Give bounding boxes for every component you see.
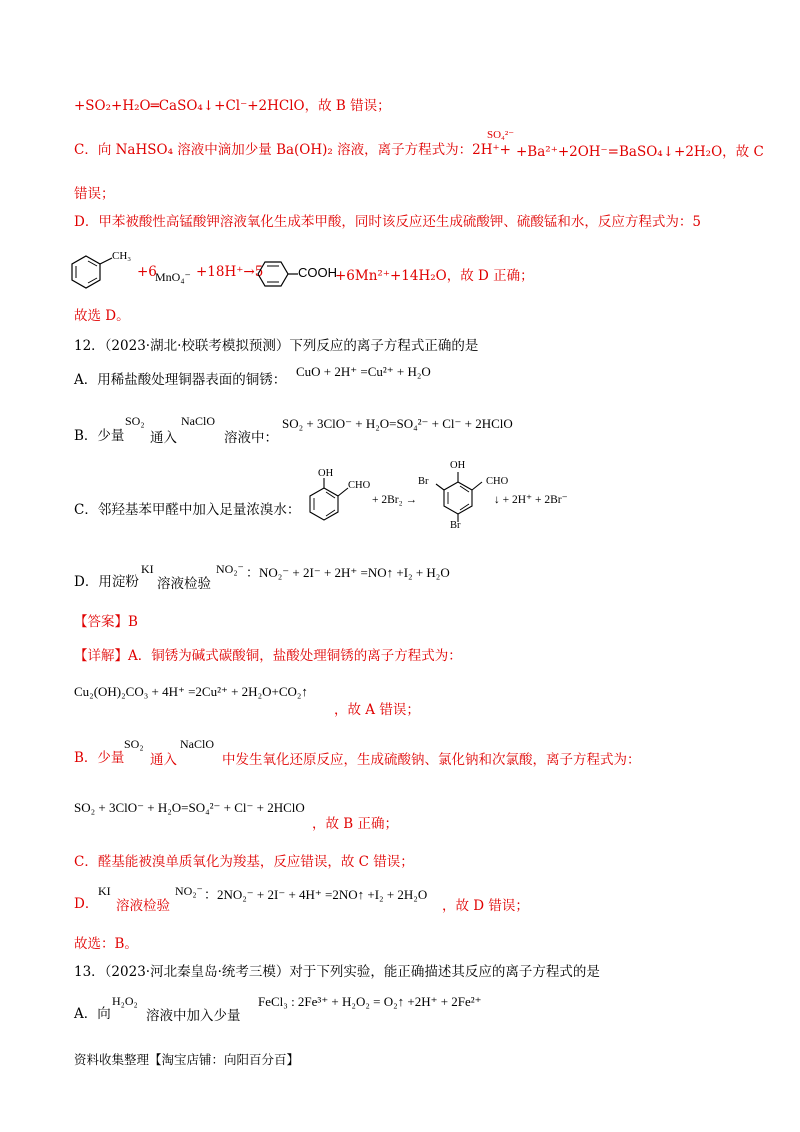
q13-header: 13．（2023·河北秦皇岛·统考三模）对于下列实验，能正确描述其反应的离子方程式的是 — [74, 964, 600, 980]
detail-b-so2: SO₂ — [124, 737, 144, 751]
detail-eq-b-tail: ，故 B 正确； — [312, 816, 399, 832]
q12-a-text: A．用稀盐酸处理铜器表面的铜锈： — [74, 372, 287, 388]
c-prefix: C．向 NaHSO₄ 溶液中滴加少量 Ba(OH)₂ 溶液，离子方程式为：2H⁺+ — [74, 142, 511, 158]
c-wrap: 错误； — [74, 186, 115, 202]
q12-b-text3: 溶液中： — [224, 430, 278, 446]
detail-b-naclo: NaClO — [180, 737, 214, 751]
d-eq-b: +18H⁺→5 — [196, 264, 264, 280]
page-footer: 资料收集整理【淘宝店铺：向阳百分百】 — [74, 1052, 300, 1067]
d-mno4: MnO₄⁻ — [155, 270, 191, 284]
choose-d: 故选 D。 — [74, 308, 130, 324]
ch3-label: CH₃ — [112, 250, 132, 262]
q12-c-product-br-left: Br — [418, 476, 429, 487]
q12-c-br2: + 2Br₂ → — [372, 494, 417, 506]
q12-c-text: C．邻羟基苯甲醛中加入足量浓溴水： — [74, 502, 301, 518]
q12-c-tail: ↓ + 2H⁺ + 2Br⁻ — [494, 494, 568, 506]
c-suffix: +Ba²⁺+2OH⁻=BaSO₄↓+2H₂O，故 C — [516, 144, 764, 160]
q12-b-eq: SO₂ + 3ClO⁻ + H₂O=SO₄²⁻ + Cl⁻ + 2HClO — [282, 416, 513, 431]
detail-b1: B．少量 — [74, 750, 125, 766]
q12-d-no2: NO₂⁻ — [216, 562, 244, 576]
q13-a-h2o2: H₂O₂ — [112, 994, 138, 1008]
prev-line-c — [74, 140, 511, 160]
answer-label: 【答案】B — [74, 614, 138, 630]
q12-d-eq: ：NO₂⁻ + 2I⁻ + 2H⁺ =NO↑ +I₂ + H₂O — [246, 565, 450, 580]
detail-d1: D． — [74, 896, 99, 912]
prev-line-d: D．甲苯被酸性高锰酸钾溶液氧化生成苯甲酸，同时该反应还生成硫酸钾、硫酸锰和水，反应方程式为：5 — [74, 214, 701, 230]
q12-a-eq: CuO + 2H⁺ =Cu²⁺ + H₂O — [296, 364, 431, 379]
detail-eq-d: ：2NO₂⁻ + 2I⁻ + 4H⁺ =2NO↑ +I₂ + 2H₂O — [204, 887, 428, 902]
q12-b-naclo: NaClO — [181, 414, 215, 428]
detail-eq-d-tail: ，故 D 错误； — [442, 898, 529, 914]
q13-a-eq: FeCl₃ : 2Fe³⁺ + H₂O₂ = O₂↑ +2H⁺ + 2Fe²⁺ — [258, 994, 482, 1009]
q13-a2: 溶液中加入少量 — [146, 1008, 241, 1024]
detail-b3: 中发生氧化还原反应，生成硫酸钠、氯化钠和次氯酸，离子方程式为： — [222, 752, 641, 768]
q12-c-product-oh: OH — [450, 460, 466, 471]
q12-d-ki: KI — [141, 562, 154, 576]
q12-header: 12．（2023·湖北·校联考模拟预测）下列反应的离子方程式正确的是 — [74, 338, 479, 354]
d-eq-c: +6Mn²⁺+14H₂O，故 D 正确； — [335, 268, 534, 284]
q12-c-cho: CHO — [348, 480, 371, 491]
q13-a1: A．向 — [74, 1006, 111, 1022]
detail-c: C．醛基能被溴单质氧化为羧基，反应错误，故 C 错误； — [74, 854, 414, 870]
q12-d-text1: D．用淀粉 — [74, 574, 139, 590]
prev-line-b: +SO₂+H₂O═CaSO₄↓+Cl⁻+2HClO，故 B 错误； — [74, 98, 391, 114]
q12-b-text2: 通入 — [150, 430, 177, 446]
salicylaldehyde-structure — [302, 466, 372, 526]
q12-c-product-br-bottom: Br — [450, 520, 461, 531]
benzoic-ring — [250, 256, 298, 294]
detail-d-no2: NO₂⁻ — [175, 884, 203, 898]
detail-d2: 溶液检验 — [116, 898, 170, 914]
q12-b-text1: B．少量 — [74, 428, 125, 444]
d-cooh: COOH — [298, 265, 337, 280]
detail-a: 【详解】A．铜锈为碱式碳酸铜，盐酸处理铜锈的离子方程式为： — [74, 648, 462, 664]
d-eq-a: +6 — [137, 264, 157, 280]
detail-eq-a: Cu₂(OH)₂CO₃ + 4H⁺ =2Cu²⁺ + 2H₂O+CO₂↑ — [74, 684, 308, 699]
q12-d-text2: 溶液检验 — [157, 576, 211, 592]
detail-eq-b: SO₂ + 3ClO⁻ + H₂O=SO₄²⁻ + Cl⁻ + 2HClO — [74, 800, 305, 815]
c-so4: SO₄²⁻ — [487, 129, 515, 141]
detail-b2: 通入 — [150, 752, 177, 768]
detail-eq-a-tail: ，故 A 错误； — [334, 702, 420, 718]
q12-c-oh: OH — [318, 468, 334, 479]
detail-d-ki: KI — [98, 884, 111, 898]
q12-b-so2: SO₂ — [125, 414, 145, 428]
q12-c-product-cho: CHO — [486, 476, 509, 487]
detail-choose: 故选：B。 — [74, 936, 138, 952]
